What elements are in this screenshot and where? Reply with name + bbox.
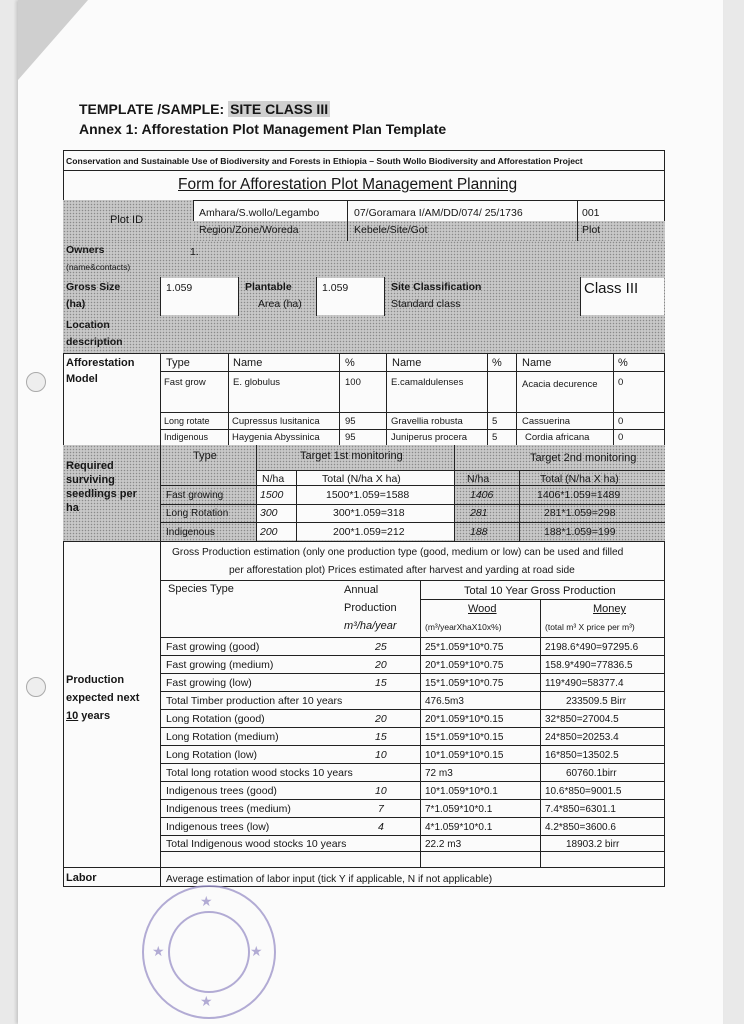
prod-cell-wood: 22.2 m3 [425, 839, 462, 850]
prod-cell-money: 233509.5 Birr [566, 696, 627, 707]
req-cell-nha: 200 [260, 526, 278, 538]
project-title: Conservation and Sustainable Use of Biodiversity and Forests in Ethiopia – South Wollo Biodiversity and Afforestation Project [66, 156, 583, 166]
prod-cell-wood: 10*1.059*10*0.1 [425, 786, 498, 797]
required-label-4: ha [66, 502, 79, 514]
prod-cell-annual: 15 [375, 731, 387, 743]
prod-cell-annual: 10 [375, 749, 387, 761]
prod-cell-annual: 20 [375, 659, 387, 671]
model-header-name-3: Name [522, 357, 552, 369]
prod-cell-annual: 7 [378, 803, 384, 815]
model-cell-species: Cupressus lusitanica [232, 416, 320, 427]
plantable-value: 1.059 [322, 282, 349, 294]
prod-cell-money: 18903.2 birr [566, 839, 620, 850]
punch-hole-top [26, 372, 46, 392]
plot-label: Plot [582, 224, 601, 236]
gross-size-label: Gross Size [66, 281, 121, 293]
req-header-total-1: Total (N/ha X ha) [322, 473, 401, 485]
required-label-3: seedlings per [66, 488, 137, 500]
required-label: Required [66, 460, 114, 472]
model-header-name-2: Name [392, 357, 422, 369]
labor-note: Average estimation of labor input (tick Y if applicable, N if not applicable) [166, 874, 493, 885]
req-cell-total: 1500*1.059=1588 [326, 489, 410, 501]
prod-cell-wood: 15*1.059*10*0.75 [425, 678, 504, 689]
prod-cell-species: Long Rotation (medium) [166, 731, 279, 743]
labor-label: Labor [66, 872, 97, 884]
model-cell-pct: 95 [345, 432, 356, 443]
req-header-nha-1: N/ha [262, 473, 285, 485]
req-header-type: Type [193, 450, 217, 462]
site-class-value: Class III [584, 280, 639, 297]
owners-row [63, 241, 665, 277]
prod-cell-money: 10.6*850=9001.5 [545, 786, 622, 797]
afforestation-model-label: Afforestation [66, 357, 135, 369]
req-cell-total: 188*1.059=199 [544, 526, 616, 538]
req-cell-total: 281*1.059=298 [544, 507, 616, 519]
req-cell-type: Fast growing [166, 490, 224, 501]
prod-cell-money: 4.2*850=3600.6 [545, 822, 616, 833]
prod-cell-wood: 15*1.059*10*0.15 [425, 732, 504, 743]
template-heading [79, 101, 330, 117]
model-cell-type: Indigenous [164, 432, 209, 442]
prod-cell-species: Indigenous trees (medium) [166, 803, 291, 815]
model-header-pct-1: % [345, 357, 355, 369]
annex-title: Annex 1: Afforestation Plot Management Plan Template [79, 121, 447, 137]
plantable-label: Plantable [245, 281, 292, 293]
location-label: Location [66, 319, 110, 331]
prod-header-money: Money [593, 603, 627, 615]
production-years-text: years [78, 710, 111, 722]
req-header-nha-2: N/ha [467, 473, 490, 485]
prod-cell-wood: 25*1.059*10*0.75 [425, 642, 504, 653]
prod-cell-money: 119*490=58377.4 [545, 678, 624, 689]
stamp-star-icon: ★ [250, 943, 263, 959]
template-prefix: TEMPLATE /SAMPLE: [79, 101, 225, 117]
req-cell-total: 200*1.059=212 [333, 526, 405, 538]
model-cell-species: Cassuerina [522, 416, 571, 427]
prod-cell-annual: 15 [375, 677, 387, 689]
model-cell-species: E.camaldulenses [391, 377, 464, 388]
model-header-type: Type [166, 357, 190, 369]
plantable-unit: Area (ha) [258, 298, 302, 310]
prod-cell-money: 24*850=20253.4 [545, 732, 619, 743]
model-cell-pct: 0 [618, 377, 624, 388]
stamp-star-icon: ★ [200, 993, 213, 1009]
req-cell-total: 1406*1.059=1489 [537, 489, 621, 501]
production-label-2: expected next [66, 692, 140, 704]
plot-number: 001 [582, 207, 600, 219]
gross-note-line-1: Gross Production estimation (only one production type (good, medium or low) can be used and filled [172, 547, 624, 558]
region-label: Region/Zone/Woreda [199, 224, 299, 236]
stamp-inner-ring [168, 911, 250, 993]
production-label-3 [66, 709, 110, 723]
req-cell-type: Indigenous [166, 527, 215, 538]
prod-cell-wood: 7*1.059*10*0.1 [425, 804, 493, 815]
prod-cell-annual: 10 [375, 785, 387, 797]
model-cell-species: Gravellia robusta [391, 416, 463, 427]
prod-header-total: Total 10 Year Gross Production [464, 585, 616, 597]
model-cell-pct: 0 [618, 432, 624, 443]
model-cell-species: E. globulus [233, 377, 281, 388]
req-cell-nha: 281 [470, 507, 488, 519]
model-cell-species: Haygenia Abyssinica [232, 432, 320, 443]
prod-header-species: Species Type [168, 583, 234, 595]
prod-header-annual-2: Production [344, 602, 397, 614]
model-cell-type: Fast grow [164, 377, 206, 388]
prod-cell-species: Fast growing (low) [166, 677, 252, 689]
prod-cell-annual: 20 [375, 713, 387, 725]
prod-cell-wood: 10*1.059*10*0.15 [425, 750, 504, 761]
prod-cell-total-label: Total Indigenous wood stocks 10 years [166, 838, 347, 850]
req-cell-nha: 1500 [260, 489, 284, 501]
prod-header-annual-unit: m³/ha/year [344, 620, 397, 632]
model-cell-type: Long rotate [164, 416, 210, 426]
prod-cell-money: 16*850=13502.5 [545, 750, 619, 761]
location-sublabel: description [66, 336, 123, 348]
production-years-number: 10 [66, 710, 79, 722]
prod-cell-wood: 72 m3 [425, 768, 453, 779]
req-cell-nha: 1406 [470, 489, 494, 501]
model-header-pct-3: % [618, 357, 628, 369]
plot-id-label: Plot ID [110, 214, 144, 226]
prod-cell-species: Indigenous trees (good) [166, 785, 277, 797]
prod-header-wood-unit: (m³/yearXhaX10x%) [425, 622, 502, 632]
prod-cell-annual: 4 [378, 821, 384, 833]
prod-cell-wood: 20*1.059*10*0.75 [425, 660, 504, 671]
folded-corner [18, 0, 88, 80]
prod-header-money-unit: (total m³ X price per m³) [545, 622, 635, 632]
prod-cell-money: 158.9*490=77836.5 [545, 660, 633, 671]
kebele-value: 07/Goramara I/AM/DD/074/ 25/1736 [354, 207, 523, 219]
kebele-label: Kebele/Site/Got [354, 224, 428, 236]
req-cell-nha: 300 [260, 507, 278, 519]
model-header-name-1: Name [233, 357, 263, 369]
prod-cell-species: Indigenous trees (low) [166, 821, 270, 833]
owners-sublabel: (name&contacts) [66, 262, 131, 272]
prod-cell-annual: 25 [375, 641, 387, 653]
model-cell-pct: 100 [345, 377, 361, 388]
prod-cell-species: Long Rotation (good) [166, 713, 265, 725]
required-label-2: surviving [66, 474, 115, 486]
afforestation-model-label-2: Model [66, 373, 98, 385]
prod-header-annual: Annual [344, 584, 379, 596]
prod-cell-wood: 4*1.059*10*0.1 [425, 822, 493, 833]
model-cell-pct: 0 [618, 416, 624, 427]
gross-size-unit: (ha) [66, 298, 86, 310]
production-label: Production [66, 674, 125, 686]
req-header-target-1: Target 1st monitoring [300, 450, 403, 462]
model-cell-species: Cordia africana [525, 432, 590, 443]
prod-cell-money: 60760.1birr [566, 768, 617, 779]
stamp-star-icon: ★ [200, 893, 213, 909]
stamp-star-icon: ★ [152, 943, 165, 959]
prod-cell-money: 7.4*850=6301.1 [545, 804, 616, 815]
req-cell-total: 300*1.059=318 [333, 507, 405, 519]
req-cell-nha: 188 [470, 526, 488, 538]
location-row [63, 316, 665, 353]
model-cell-pct: 5 [492, 432, 498, 443]
model-cell-species: Juniperus procera [391, 432, 468, 443]
template-class: SITE CLASS III [230, 101, 329, 117]
prod-header-wood: Wood [468, 603, 497, 615]
model-cell-pct: 95 [345, 416, 356, 427]
site-classification-sublabel: Standard class [391, 298, 461, 310]
prod-cell-total-label: Total Timber production after 10 years [166, 695, 343, 707]
prod-cell-money: 32*850=27004.5 [545, 714, 619, 725]
model-cell-pct: 5 [492, 416, 498, 427]
prod-cell-total-label: Total long rotation wood stocks 10 years [166, 767, 353, 779]
owners-label: Owners [66, 244, 105, 256]
gross-note-line-2: per afforestation plot) Prices estimated after harvest and yarding at road side [229, 565, 575, 576]
model-header-pct-2: % [492, 357, 502, 369]
req-header-target-2: Target 2nd monitoring [530, 452, 637, 464]
req-header-total-2: Total (N/ha X ha) [540, 473, 619, 485]
prod-cell-species: Fast growing (medium) [166, 659, 274, 671]
prod-cell-species: Fast growing (good) [166, 641, 260, 653]
prod-cell-wood: 20*1.059*10*0.15 [425, 714, 504, 725]
prod-cell-species: Long Rotation (low) [166, 749, 258, 761]
official-stamp [142, 885, 276, 1019]
prod-cell-wood: 476.5m3 [425, 696, 464, 707]
site-classification-label: Site Classification [391, 281, 482, 293]
model-cell-species: Acacia decurence [522, 379, 598, 390]
region-value: Amhara/S.wollo/Legambo [199, 207, 320, 219]
prod-cell-money: 2198.6*490=97295.6 [545, 642, 639, 653]
owners-value: 1. [190, 246, 199, 258]
form-title: Form for Afforestation Plot Management Planning [178, 176, 518, 193]
req-cell-type: Long Rotation [166, 508, 229, 519]
gross-size-value: 1.059 [166, 282, 193, 294]
punch-hole-bottom [26, 677, 46, 697]
